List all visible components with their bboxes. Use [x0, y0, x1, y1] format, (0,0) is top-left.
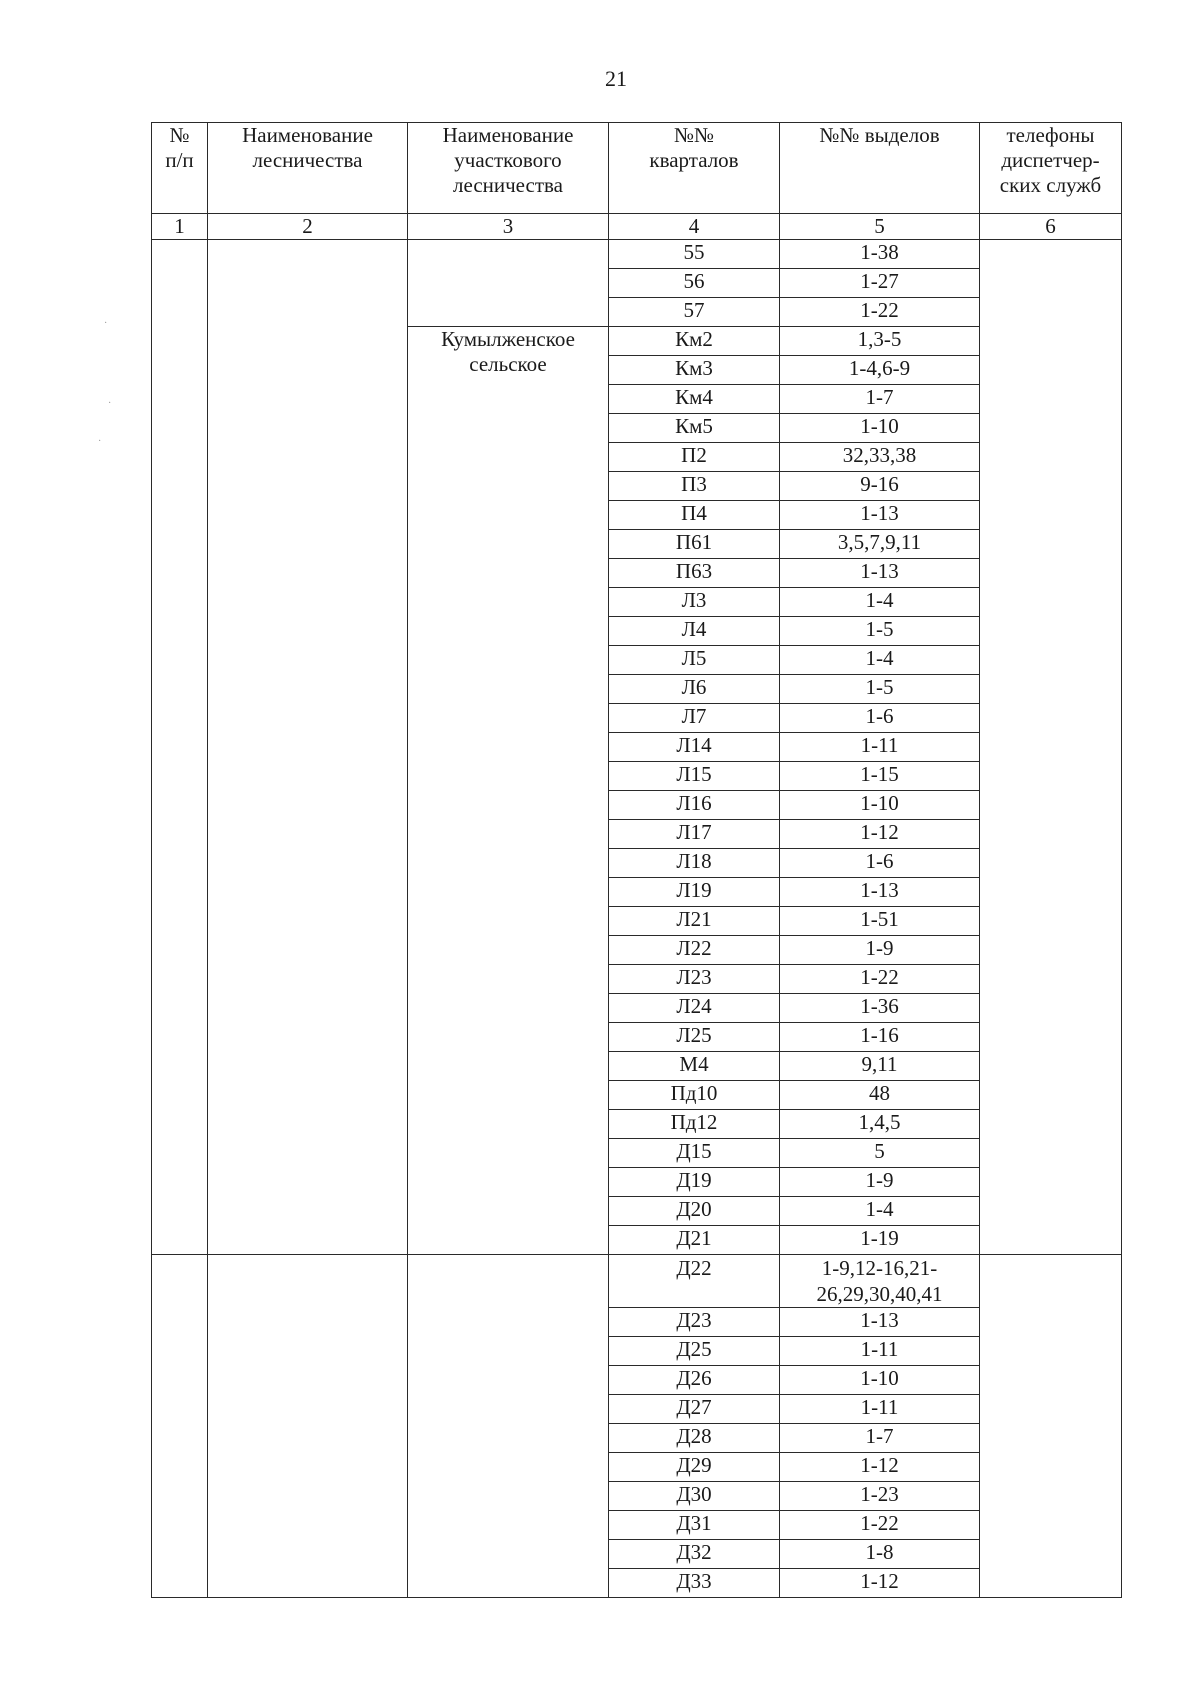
- page-number: 21: [605, 66, 627, 91]
- allotments-cell: 1,3-5: [780, 327, 980, 356]
- allotments-cell: 1-11: [780, 1395, 980, 1424]
- allotments-cell: 1-11: [780, 733, 980, 762]
- allotments-cell: 1-22: [780, 1511, 980, 1540]
- allotments-cell: 1-4: [780, 1197, 980, 1226]
- allotments-cell: 1-4: [780, 588, 980, 617]
- quarter-cell: Л18: [609, 849, 780, 878]
- allotments-cell: 1-22: [780, 965, 980, 994]
- quarter-cell: Км4: [609, 385, 780, 414]
- allotments-cell: 1-19: [780, 1226, 980, 1255]
- quarter-cell: Л23: [609, 965, 780, 994]
- allotments-cell: 1-51: [780, 907, 980, 936]
- cell-row-number-empty: [152, 240, 208, 1255]
- allotments-cell: 1-6: [780, 704, 980, 733]
- allotments-cell: 1-4: [780, 646, 980, 675]
- allotments-cell: 1-9: [780, 1168, 980, 1197]
- column-number-row: [152, 214, 1122, 240]
- quarter-cell: Д15: [609, 1139, 780, 1168]
- quarter-cell: Л17: [609, 820, 780, 849]
- scan-speck: ·: [98, 436, 102, 447]
- allotments-line: 1-9,12-16,21-: [821, 1256, 938, 1280]
- quarter-cell: Д21: [609, 1226, 780, 1255]
- allotments-cell: 1-7: [780, 1424, 980, 1453]
- allotments-line: 26,29,30,40,41: [816, 1282, 943, 1306]
- quarter-cell: Л6: [609, 675, 780, 704]
- quarter-cell: Д26: [609, 1366, 780, 1395]
- allotments-cell: 1-5: [780, 617, 980, 646]
- allotments-cell: 3,5,7,9,11: [780, 530, 980, 559]
- allotments-cell: 1-15: [780, 762, 980, 791]
- allotments-cell: 9-16: [780, 472, 980, 501]
- allotments-cell: 1-12: [780, 1453, 980, 1482]
- quarter-cell: Км5: [609, 414, 780, 443]
- forest-quarters-table: [151, 122, 1122, 1598]
- quarter-cell: Л19: [609, 878, 780, 907]
- cell-phones-empty: [980, 1255, 1122, 1598]
- cell-district-empty: [408, 1255, 609, 1598]
- header-district-forestry-name: Наименование участкового лесничества: [408, 123, 609, 214]
- quarter-cell: Д32: [609, 1540, 780, 1569]
- column-number: 2: [208, 214, 408, 240]
- allotments-cell: [780, 1255, 980, 1308]
- allotments-cell: 1-10: [780, 1366, 980, 1395]
- column-number: 5: [780, 214, 980, 240]
- quarter-cell: Пд12: [609, 1110, 780, 1139]
- table-row: [152, 240, 1122, 269]
- quarter-cell: Д25: [609, 1337, 780, 1366]
- quarter-cell: Д30: [609, 1482, 780, 1511]
- column-number: 3: [408, 214, 609, 240]
- scan-speck: ·: [108, 398, 112, 409]
- quarter-cell: Д19: [609, 1168, 780, 1197]
- scan-speck: ·: [104, 318, 108, 329]
- quarter-cell: Л22: [609, 936, 780, 965]
- header-row-number: № п/п: [152, 123, 208, 214]
- quarter-cell: Д23: [609, 1308, 780, 1337]
- quarter-cell: П3: [609, 472, 780, 501]
- allotments-cell: 1-22: [780, 298, 980, 327]
- table-row: [152, 1255, 1122, 1308]
- allotments-cell: 1-13: [780, 1308, 980, 1337]
- quarter-cell: Л24: [609, 994, 780, 1023]
- header-quarter-numbers: №№ кварталов: [609, 123, 780, 214]
- quarter-cell: Д20: [609, 1197, 780, 1226]
- quarter-cell: Д31: [609, 1511, 780, 1540]
- quarter-cell: Д28: [609, 1424, 780, 1453]
- quarter-cell: Км2: [609, 327, 780, 356]
- cell-phones-empty: [980, 240, 1122, 1255]
- allotments-cell: 1-23: [780, 1482, 980, 1511]
- allotments-cell: 9,11: [780, 1052, 980, 1081]
- cell-district-name: [408, 327, 609, 1255]
- quarter-cell: 57: [609, 298, 780, 327]
- allotments-cell: 1,4,5: [780, 1110, 980, 1139]
- column-number: 6: [980, 214, 1122, 240]
- allotments-cell: 1-11: [780, 1337, 980, 1366]
- district-name-line: Кумылженское: [441, 327, 575, 351]
- quarter-cell: Д27: [609, 1395, 780, 1424]
- quarter-cell: Л3: [609, 588, 780, 617]
- allotments-cell: 1-13: [780, 559, 980, 588]
- allotments-cell: 1-13: [780, 501, 980, 530]
- allotments-cell: 1-13: [780, 878, 980, 907]
- allotments-cell: 1-6: [780, 849, 980, 878]
- quarter-cell: Л14: [609, 733, 780, 762]
- allotments-cell: 1-10: [780, 414, 980, 443]
- cell-forestry-empty: [208, 1255, 408, 1598]
- cell-forestry-empty: [208, 240, 408, 1255]
- cell-row-number-empty: [152, 1255, 208, 1598]
- allotments-cell: 1-36: [780, 994, 980, 1023]
- quarter-cell: П4: [609, 501, 780, 530]
- quarter-cell: Д22: [609, 1255, 780, 1308]
- quarter-cell: 55: [609, 240, 780, 269]
- allotments-cell: 1-38: [780, 240, 980, 269]
- quarter-cell: М4: [609, 1052, 780, 1081]
- header-forestry-name: Наименование лесничества: [208, 123, 408, 214]
- allotments-cell: 1-5: [780, 675, 980, 704]
- allotments-cell: 1-10: [780, 791, 980, 820]
- quarter-cell: Д33: [609, 1569, 780, 1598]
- quarter-cell: Км3: [609, 356, 780, 385]
- quarter-cell: Д29: [609, 1453, 780, 1482]
- quarter-cell: Л7: [609, 704, 780, 733]
- quarter-cell: П63: [609, 559, 780, 588]
- allotments-cell: 48: [780, 1081, 980, 1110]
- allotments-cell: 5: [780, 1139, 980, 1168]
- header-row: [152, 123, 1122, 214]
- quarter-cell: 56: [609, 269, 780, 298]
- allotments-cell: 1-12: [780, 820, 980, 849]
- allotments-cell: 1-9: [780, 936, 980, 965]
- district-name-line: сельское: [469, 352, 547, 376]
- cell-district-empty: [408, 240, 609, 327]
- allotments-cell: 1-8: [780, 1540, 980, 1569]
- allotments-cell: 1-7: [780, 385, 980, 414]
- quarter-cell: Л4: [609, 617, 780, 646]
- allotments-cell: 1-27: [780, 269, 980, 298]
- allotments-cell: 1-12: [780, 1569, 980, 1598]
- header-allotment-numbers: №№ выделов: [780, 123, 980, 214]
- column-number: 1: [152, 214, 208, 240]
- allotments-cell: 1-16: [780, 1023, 980, 1052]
- quarter-cell: П61: [609, 530, 780, 559]
- quarter-cell: Л25: [609, 1023, 780, 1052]
- quarter-cell: Л21: [609, 907, 780, 936]
- quarter-cell: Л5: [609, 646, 780, 675]
- column-number: 4: [609, 214, 780, 240]
- allotments-cell: 1-4,6-9: [780, 356, 980, 385]
- quarter-cell: Л16: [609, 791, 780, 820]
- quarter-cell: Л15: [609, 762, 780, 791]
- quarter-cell: П2: [609, 443, 780, 472]
- header-dispatch-phones: телефоны диспетчер- ских служб: [980, 123, 1122, 214]
- table-body: [152, 240, 1122, 1598]
- quarter-cell: Пд10: [609, 1081, 780, 1110]
- allotments-cell: 32,33,38: [780, 443, 980, 472]
